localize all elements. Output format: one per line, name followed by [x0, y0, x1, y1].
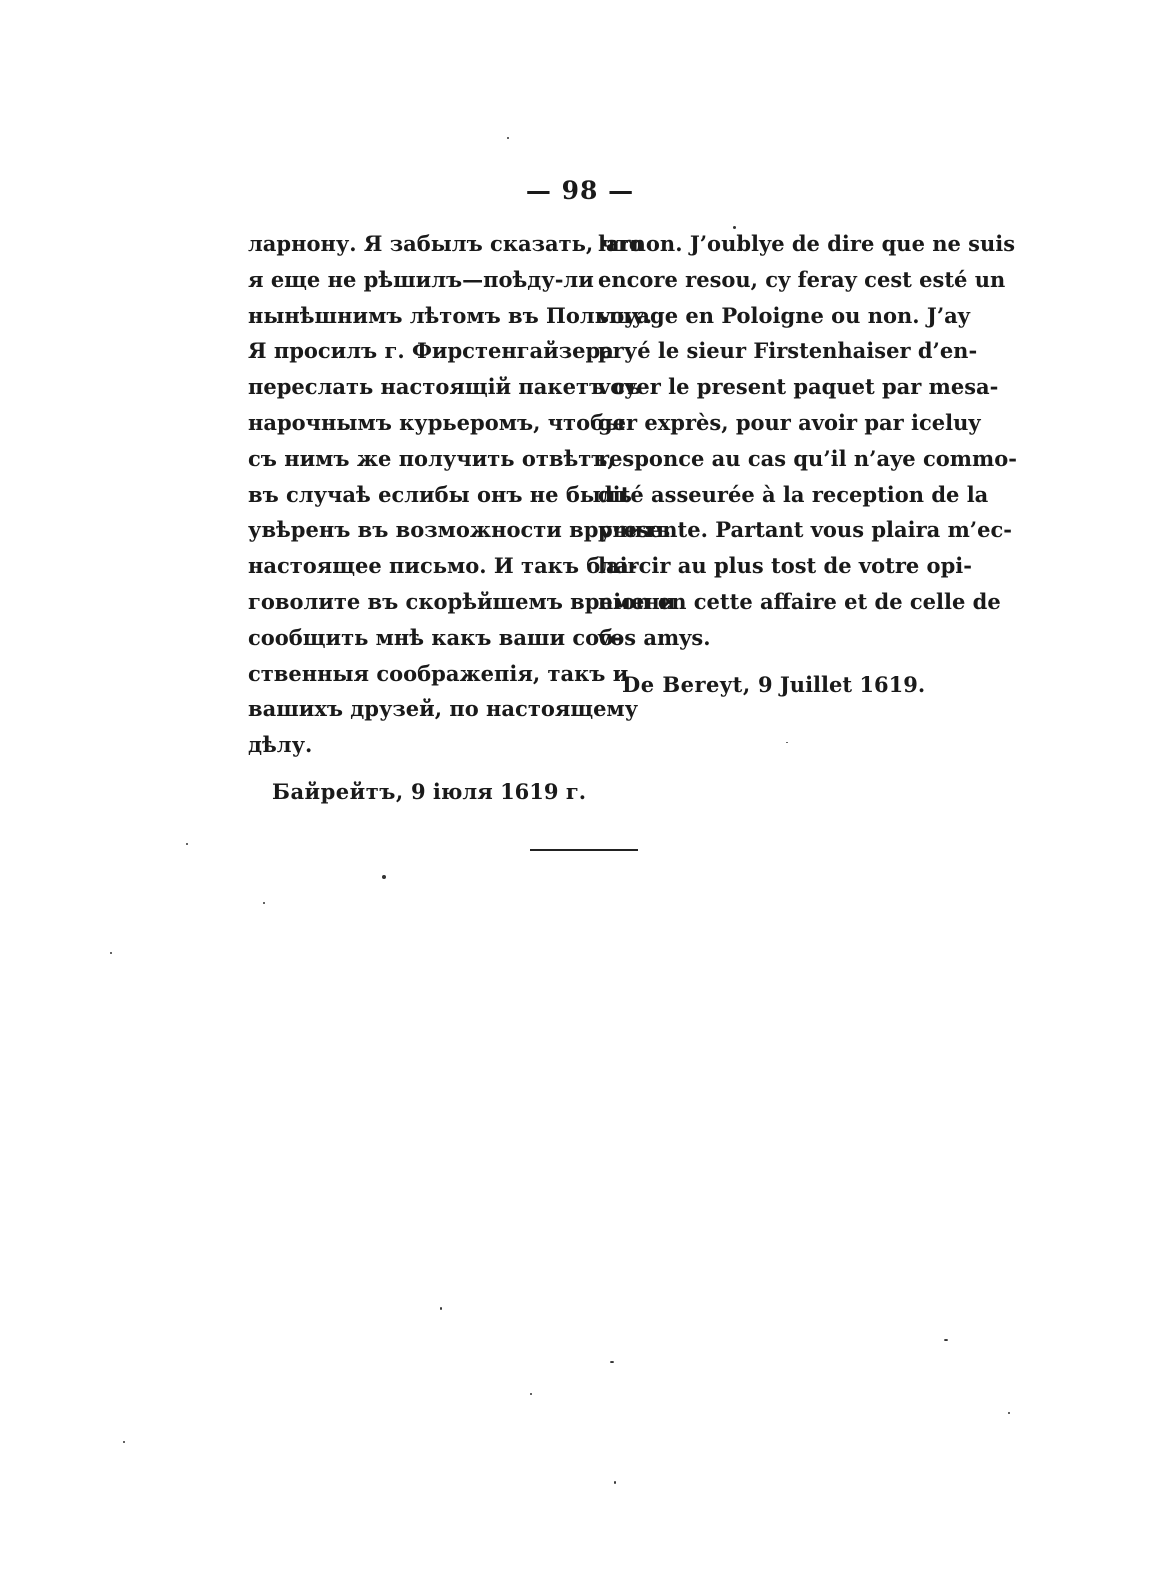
- section-divider-rule: [530, 849, 638, 851]
- text-line: presente. Partant vous plaira m’ec-: [598, 517, 1012, 543]
- text-line: encore resou, cy feray cest esté un: [598, 266, 1006, 292]
- text-line: сообщить мнѣ какъ ваши соб-: [248, 624, 622, 650]
- text-line: prуé le sieur Firstenhaiser d’en-: [598, 338, 978, 364]
- text-line: увѣренъ въ возможности вручить: [248, 517, 671, 543]
- scan-speck: [123, 1441, 125, 1443]
- text-line: ларнону. Я забылъ сказать, что: [248, 231, 643, 256]
- text-line: responce au cas qu’il n’aye commo-: [598, 445, 1017, 471]
- text-line: nion en cette affaire et de celle de: [598, 588, 1001, 614]
- scan-speck: [1008, 1412, 1010, 1414]
- scan-speck: [733, 226, 736, 229]
- scan-speck: [440, 1307, 442, 1310]
- scan-speck: [507, 137, 509, 139]
- text-line: въ случаѣ еслибы онъ не былъ: [248, 481, 632, 507]
- text-line: съ нимъ же получить отвѣтъ,: [248, 445, 615, 471]
- signature-place: De Bereyt,: [622, 671, 751, 697]
- text-line: я еще не рѣшилъ—поѣду-ли: [248, 266, 594, 292]
- text-line: laircir au plus tost de votre opi-: [598, 553, 972, 579]
- scan-speck: [614, 1481, 616, 1484]
- scan-speck: [944, 1339, 948, 1341]
- scan-speck: [263, 902, 265, 904]
- scan-speck: [530, 1393, 532, 1395]
- scan-speck: [610, 1361, 614, 1363]
- french-original-column: [598, 226, 1017, 704]
- signature-date: 9 іюля 1619 г.: [411, 778, 587, 804]
- scan-speck: [786, 742, 788, 743]
- scan-speck: [110, 952, 112, 954]
- text-line: dité asseurée à la reception de la: [598, 481, 989, 507]
- signature-date: 9 Juillet 1619.: [757, 671, 926, 697]
- text-line: дѣлу.: [248, 732, 313, 758]
- text-line: vos amys.: [598, 624, 711, 650]
- letter-signature: [248, 773, 587, 811]
- text-line: нарочнымъ курьеромъ, чтобы: [248, 409, 626, 435]
- text-line: говолите въ скорѣйшемъ времени: [248, 588, 676, 614]
- signature-place: Байрейтъ,: [272, 778, 404, 804]
- text-line: Я просилъ г. Фирстенгайзера: [248, 338, 614, 364]
- text-line: voyage en Poloigne ou non. J’ay: [598, 302, 970, 328]
- text-line: ger exprès, pour avoir par iceluy: [598, 409, 981, 435]
- scan-speck: [186, 843, 188, 845]
- text-line: voyer le present paquet par mesa-: [598, 374, 999, 400]
- text-line: вашихъ друзей, по настоящему: [248, 696, 639, 722]
- page-number: — 98 —: [525, 176, 635, 205]
- letter-signature: [598, 666, 924, 704]
- text-line: настоящее письмо. И такъ бла-: [248, 553, 638, 579]
- text-line: нынѣшнимъ лѣтомъ въ Польшу.: [248, 302, 653, 328]
- text-line: переслать настоящій пакетъ съ: [248, 374, 642, 400]
- text-line: ственныя соображепія, такъ и: [248, 660, 629, 686]
- scan-speck: [382, 875, 386, 879]
- text-line: larnon. J’oublye de dire que ne suis: [598, 231, 1016, 256]
